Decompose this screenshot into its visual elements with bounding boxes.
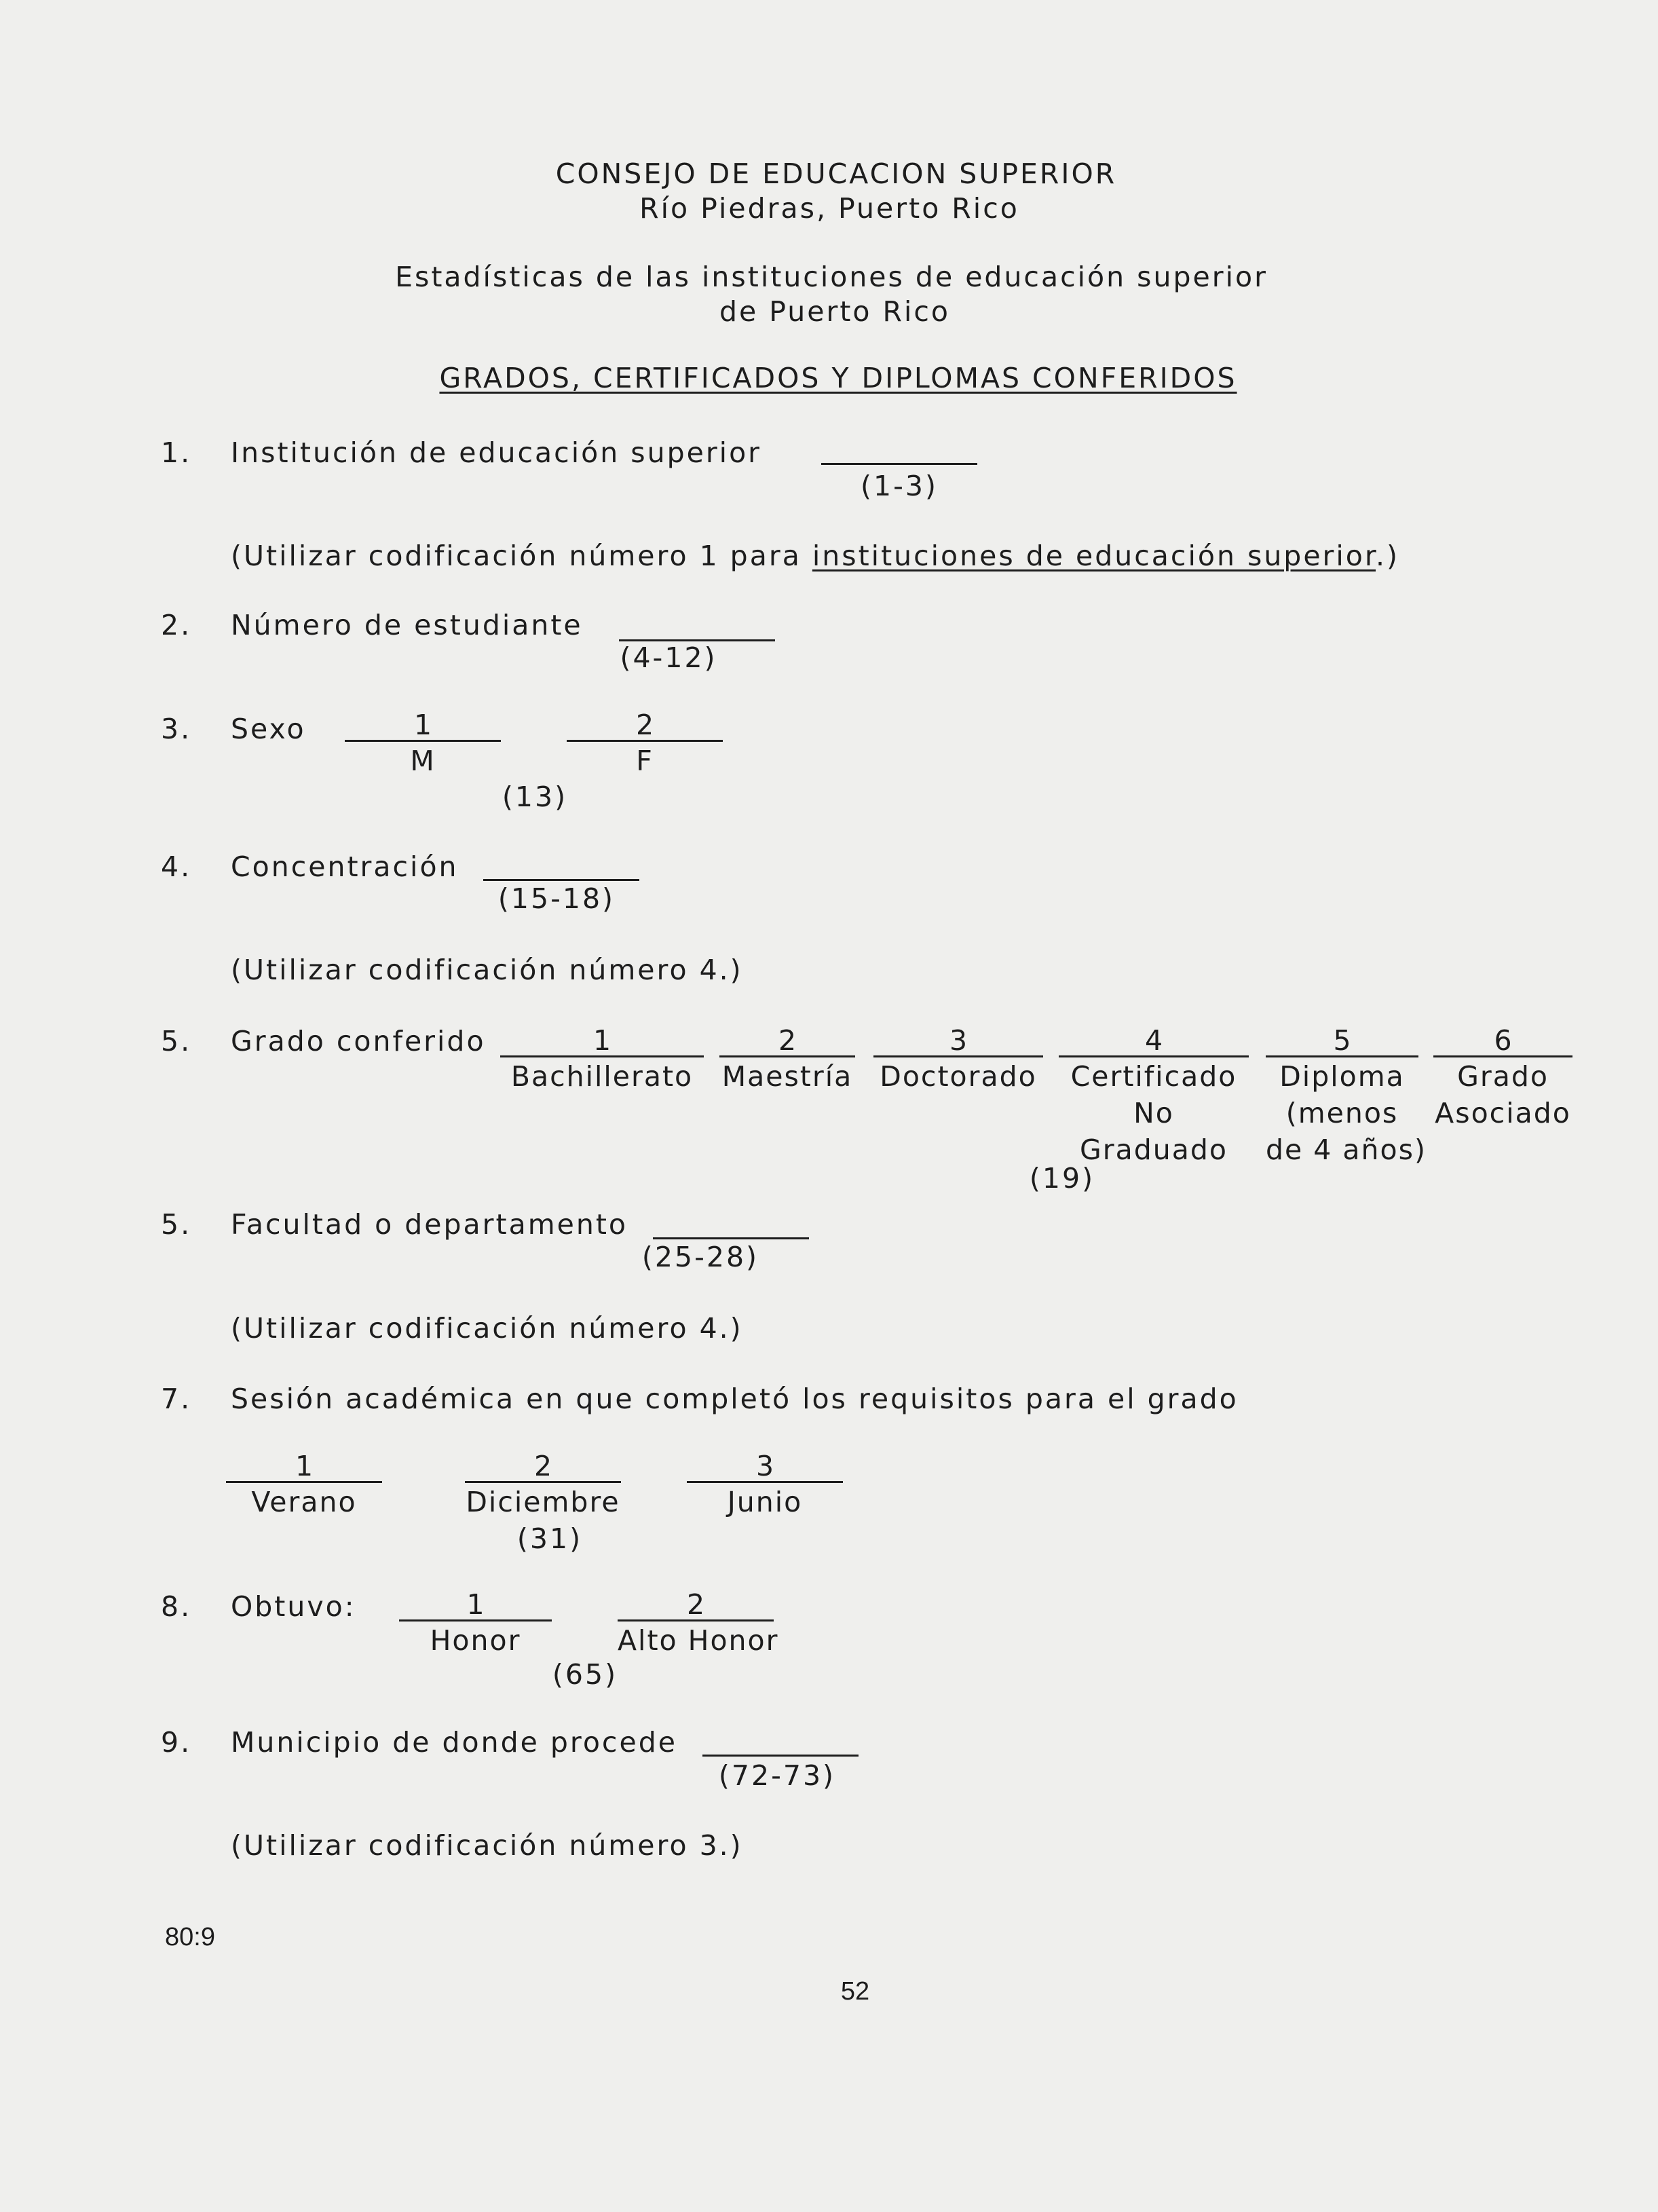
page-number: 52 [840, 1977, 870, 2006]
field-code: (13) [502, 781, 568, 813]
field-code: (4-12) [620, 641, 717, 674]
field-code: (25-28) [641, 1241, 759, 1273]
option-diciembre[interactable]: 2 Diciembre [466, 1450, 620, 1518]
field-code: (15-18) [497, 882, 616, 915]
item-label: Institución de educación superior [231, 436, 762, 469]
item-number: 4. [161, 850, 192, 883]
option-maestria[interactable]: 2 Maestría [719, 1055, 855, 1094]
item-note: (Utilizar codificación número 4.) [231, 954, 743, 986]
item-number: 8. [161, 1590, 192, 1623]
field-code: (19) [1029, 1162, 1095, 1195]
item-number: 3. [161, 713, 192, 745]
option-junio[interactable]: 3 Junio [687, 1481, 843, 1520]
item-number: 2. [161, 609, 192, 641]
item-label: Obtuvo: [231, 1590, 356, 1623]
item-label: Sexo [231, 713, 306, 745]
option-verano[interactable]: 1 Verano [226, 1481, 382, 1520]
item-number: 9. [161, 1726, 192, 1759]
answer-blank[interactable] [653, 1237, 809, 1239]
option-alto-honor[interactable]: 2 Alto Honor [618, 1588, 779, 1657]
org-city: Río Piedras, Puerto Rico [639, 192, 1019, 225]
item-note: (Utilizar codificación número 3.) [231, 1829, 743, 1862]
option-m[interactable]: 1 M [345, 740, 501, 779]
document-reference: 80:9 [165, 1923, 215, 1951]
answer-blank[interactable] [702, 1755, 859, 1757]
item-label: Sesión académica en que completó los requisitos para el grado [231, 1383, 1239, 1415]
item-number: 1. [161, 436, 192, 469]
item-label: Concentración [231, 850, 459, 883]
answer-blank[interactable] [821, 463, 977, 465]
field-code: (72-73) [718, 1759, 836, 1792]
option-f[interactable]: 2 F [567, 740, 723, 779]
option-doctorado[interactable]: 3 Doctorado [873, 1055, 1043, 1094]
answer-blank[interactable] [483, 879, 639, 881]
option-diploma[interactable]: 5 Diploma (menos de 4 años) [1266, 1024, 1427, 1166]
org-name: CONSEJO DE EDUCACION SUPERIOR [555, 157, 1117, 190]
field-code: (1-3) [861, 470, 938, 502]
field-code: (31) [516, 1522, 583, 1555]
option-honor[interactable]: 1 Honor [399, 1619, 552, 1658]
item-label: Número de estudiante [231, 609, 583, 641]
option-certificado[interactable]: 4 Certificado No Graduado [1059, 1055, 1249, 1167]
subtitle-line-2: de Puerto Rico [719, 295, 951, 328]
item-number: 5. [161, 1208, 192, 1241]
option-bachillerato[interactable]: 1 Bachillerato [500, 1055, 704, 1094]
item-label: Municipio de donde procede [231, 1726, 677, 1759]
option-grado-asociado[interactable]: 6 Grado Asociado [1433, 1055, 1572, 1131]
item-label: Grado conferido [231, 1025, 486, 1057]
item-label: Facultad o departamento [231, 1208, 628, 1241]
field-code: (65) [552, 1658, 618, 1691]
item-number: 7. [161, 1383, 192, 1415]
item-note: (Utilizar codificación número 4.) [231, 1312, 743, 1345]
item-number: 5. [161, 1025, 192, 1057]
subtitle-line-1: Estadísticas de las instituciones de educación superior [395, 261, 1268, 293]
form-title: GRADOS, CERTIFICADOS Y DIPLOMAS CONFERIDOS [439, 362, 1237, 394]
item-note: (Utilizar codificación número 1 para instituciones de educación superior.) [231, 540, 1400, 572]
